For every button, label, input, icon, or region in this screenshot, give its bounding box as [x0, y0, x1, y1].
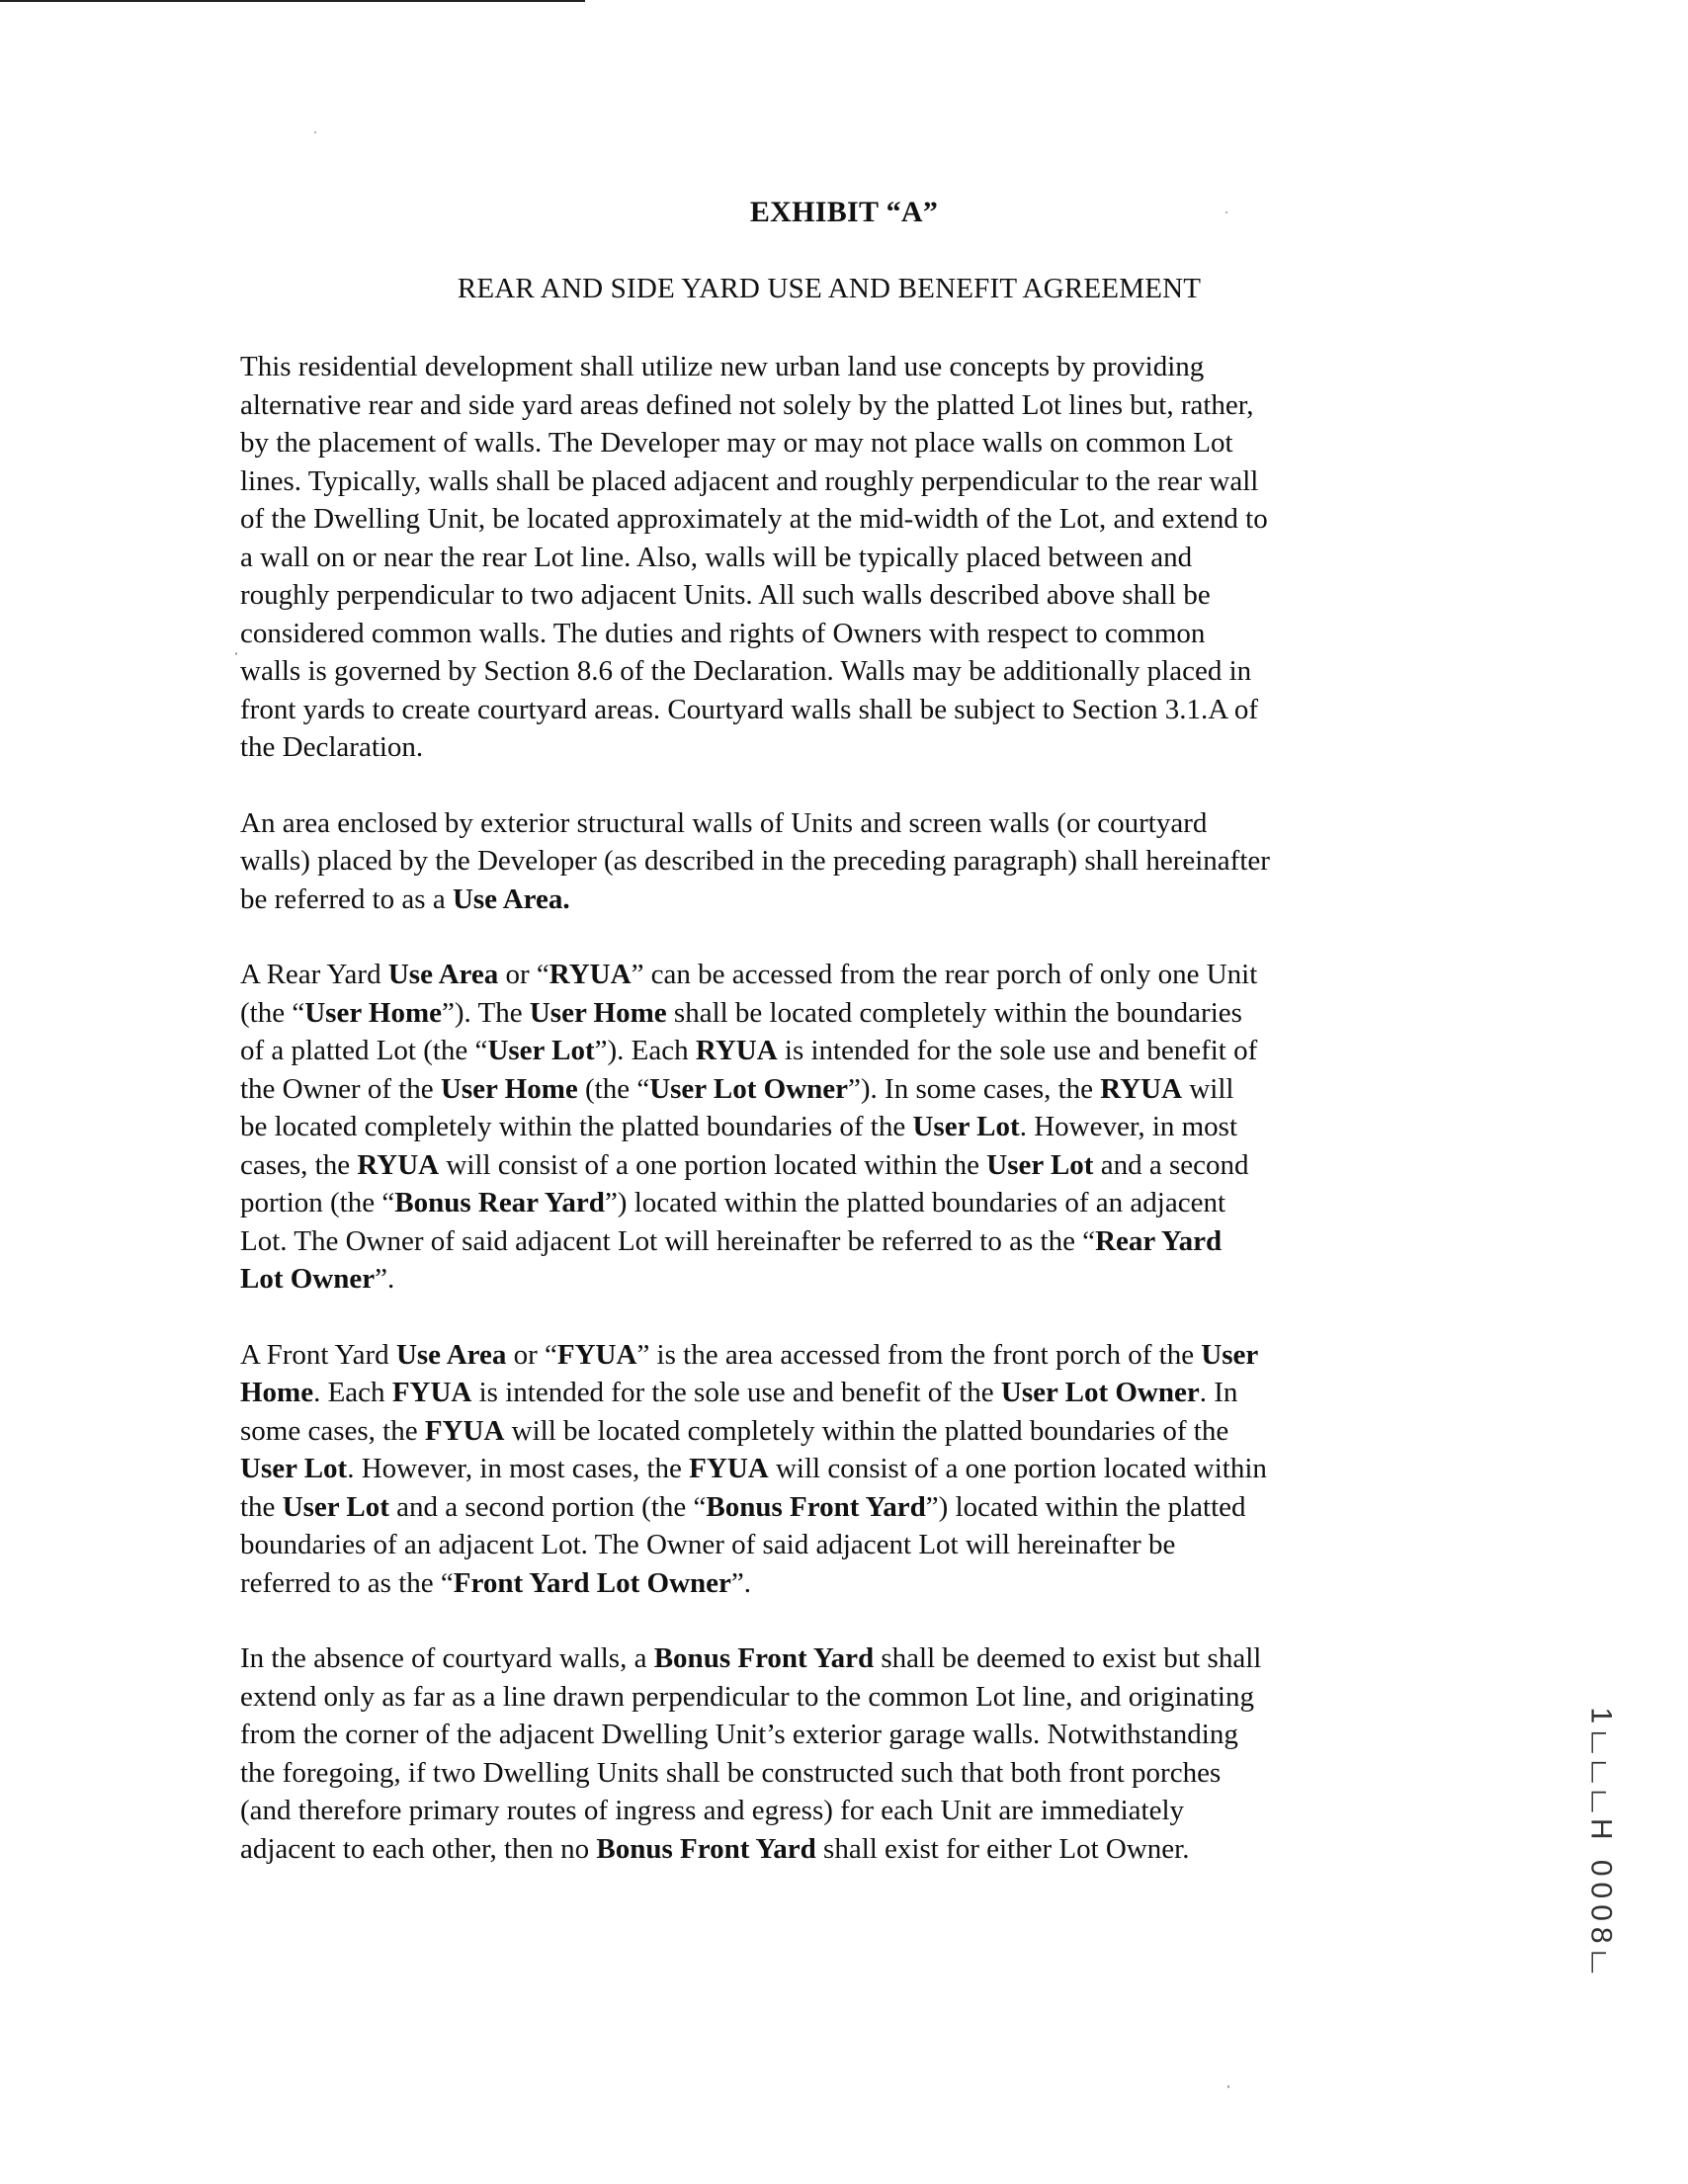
bold-term: User Home	[529, 996, 667, 1029]
text-run: . In some cases, the	[240, 1377, 1238, 1447]
bold-term: RYUA	[1100, 1072, 1183, 1105]
text-run: shall exist for either Lot Owner.	[815, 1832, 1190, 1865]
bold-term: Bonus Front Yard	[596, 1832, 816, 1865]
bold-term: User Home	[304, 996, 443, 1029]
scan-edge-line	[0, 0, 585, 2]
paragraph-use-area	[240, 804, 1441, 919]
text-run: ”). The	[442, 996, 530, 1029]
text-run: is intended for the sole use and benefit of the Owner of the	[240, 1035, 1258, 1105]
bold-term: Use Area	[387, 959, 499, 990]
bold-term: FYUA	[424, 1414, 505, 1447]
agreement-body	[240, 348, 1441, 1905]
scan-speck	[1225, 211, 1227, 213]
text-run: . However, in most cases, the	[240, 1111, 1238, 1181]
text-run: ”) located within the platted boundaries of an adjacent Lot. The Owner of said adjacent Lot will hereinafter be referred to as the “	[240, 1490, 1246, 1599]
text-run: or “	[506, 1338, 557, 1371]
bold-term: User Home	[440, 1072, 578, 1105]
bold-term: User Lot Owner	[1000, 1377, 1200, 1408]
bold-term: RYUA	[357, 1148, 440, 1181]
text-run: will be located completely within the platted boundaries of the	[511, 1414, 1229, 1447]
text-run: An area enclosed by exterior structural walls of Units and screen walls (or courtyard walls) placed by the Developer (as described in the preceding paragraph) shall hereinafter be referred to as a	[240, 806, 1270, 915]
bold-term: Bonus Front Yard	[653, 1642, 875, 1674]
text-run: will be located completely within the platted boundaries of the	[240, 1072, 1234, 1142]
text-run: and a second portion (the “	[388, 1490, 707, 1523]
bold-term: User Home	[240, 1338, 1259, 1408]
bold-term: Bonus Front Yard	[706, 1490, 926, 1523]
paragraph-bonus-front-yard	[240, 1639, 1441, 1868]
paragraph-ryua	[240, 956, 1441, 1299]
bold-term: User Lot Owner	[649, 1072, 849, 1105]
bates-stamp	[1583, 1700, 1617, 1986]
text-run: A Front Yard	[240, 1338, 396, 1371]
text-run: . However, in most cases, the	[347, 1453, 690, 1484]
scan-speck	[1227, 2085, 1229, 2088]
bates-number: 1டடடH 0008ட	[1584, 1707, 1617, 1979]
text-run: and a second portion (the “	[240, 1148, 1249, 1218]
bold-term: Front Yard Lot Owner	[453, 1566, 731, 1599]
bold-term: RYUA	[549, 959, 632, 990]
bold-term: User Lot	[240, 1453, 348, 1484]
bold-term: User Lot	[986, 1148, 1094, 1181]
text-run: will consist of a one portion located within the	[439, 1148, 987, 1181]
text-run: In the absence of courtyard walls, a	[240, 1642, 654, 1674]
text-run: A Rear Yard	[240, 959, 388, 990]
bold-term: Bonus Rear Yard	[394, 1187, 605, 1218]
bold-term: Rear Yard Lot Owner	[240, 1224, 1223, 1295]
bold-term: FYUA	[391, 1377, 472, 1408]
text-run: This residential development shall utilize new urban land use concepts by providing alternative rear and side yard areas defined not solely by the platted Lot lines but, rather, by the placement of walls. The Developer may or may not place walls on common Lot lines. Typically, walls shall be placed adjacent and roughly perpendicular to the rear wall of the Dwelling Unit, be located approximately at the mid-width of the Lot, and extend to a wall on or near the rear Lot line. Also, walls will be typically placed between and roughly perpendicular to two adjacent Units. All such walls described above shall be considered common walls. The duties and rights of Owners with respect to common walls is governed by Section 8.6 of the Declaration. Walls may be additionally placed in front yards to create courtyard areas. Courtyard walls shall be subject to Section 3.1.A of the Declaration.	[240, 351, 1268, 763]
text-run: shall be located completely within the boundaries of a platted Lot (the “	[240, 996, 1242, 1066]
text-run: shall be deemed to exist but shall extend only as far as a line drawn perpendicular to the common Lot line, and originating from the corner of the adjacent Dwelling Unit’s exterior garage walls. Notwithstanding the foregoing, if two Dwelling Units shall be constructed such that both front porches (and therefore primary routes of ingress and egress) for each Unit are immediately adjacent to each other, then no	[240, 1642, 1262, 1865]
bold-term: User Lot	[282, 1490, 389, 1523]
text-run: ” is the area accessed from the front porch of the	[636, 1338, 1202, 1371]
bold-term: User Lot	[912, 1111, 1020, 1142]
text-run: will consist of a one portion located within the	[240, 1453, 1267, 1523]
text-run: ”). In some cases, the	[848, 1072, 1101, 1105]
paragraph-fyua	[240, 1336, 1441, 1603]
text-run: is intended for the sole use and benefit of the	[471, 1377, 1001, 1408]
text-run: ”) located within the platted boundaries of an adjacent Lot. The Owner of said adjacent Lot will hereinafter be referred to as the “	[240, 1187, 1226, 1257]
text-run: ”). Each	[594, 1035, 696, 1066]
text-run: (the “	[577, 1072, 650, 1105]
text-run: ” can be accessed from the rear porch of only one Unit (the “	[240, 959, 1258, 1029]
bold-term: RYUA	[695, 1035, 778, 1066]
paragraph-walls	[240, 348, 1441, 767]
bold-term: User Lot	[487, 1035, 595, 1066]
text-run: or “	[498, 959, 549, 990]
text-run: ”.	[730, 1566, 752, 1599]
scan-speck	[235, 652, 237, 655]
text-run: ”.	[375, 1263, 395, 1295]
bold-term: FYUA	[556, 1338, 637, 1371]
bold-term: Use Area	[395, 1338, 507, 1371]
bold-term: Use Area.	[452, 882, 570, 915]
text-run: . Each	[313, 1377, 392, 1408]
bold-term: FYUA	[689, 1453, 769, 1484]
scan-speck	[314, 131, 316, 133]
exhibit-title: EXHIBIT “A”	[749, 196, 939, 228]
agreement-heading: REAR AND SIDE YARD USE AND BENEFIT AGREEMENT	[457, 273, 1202, 304]
